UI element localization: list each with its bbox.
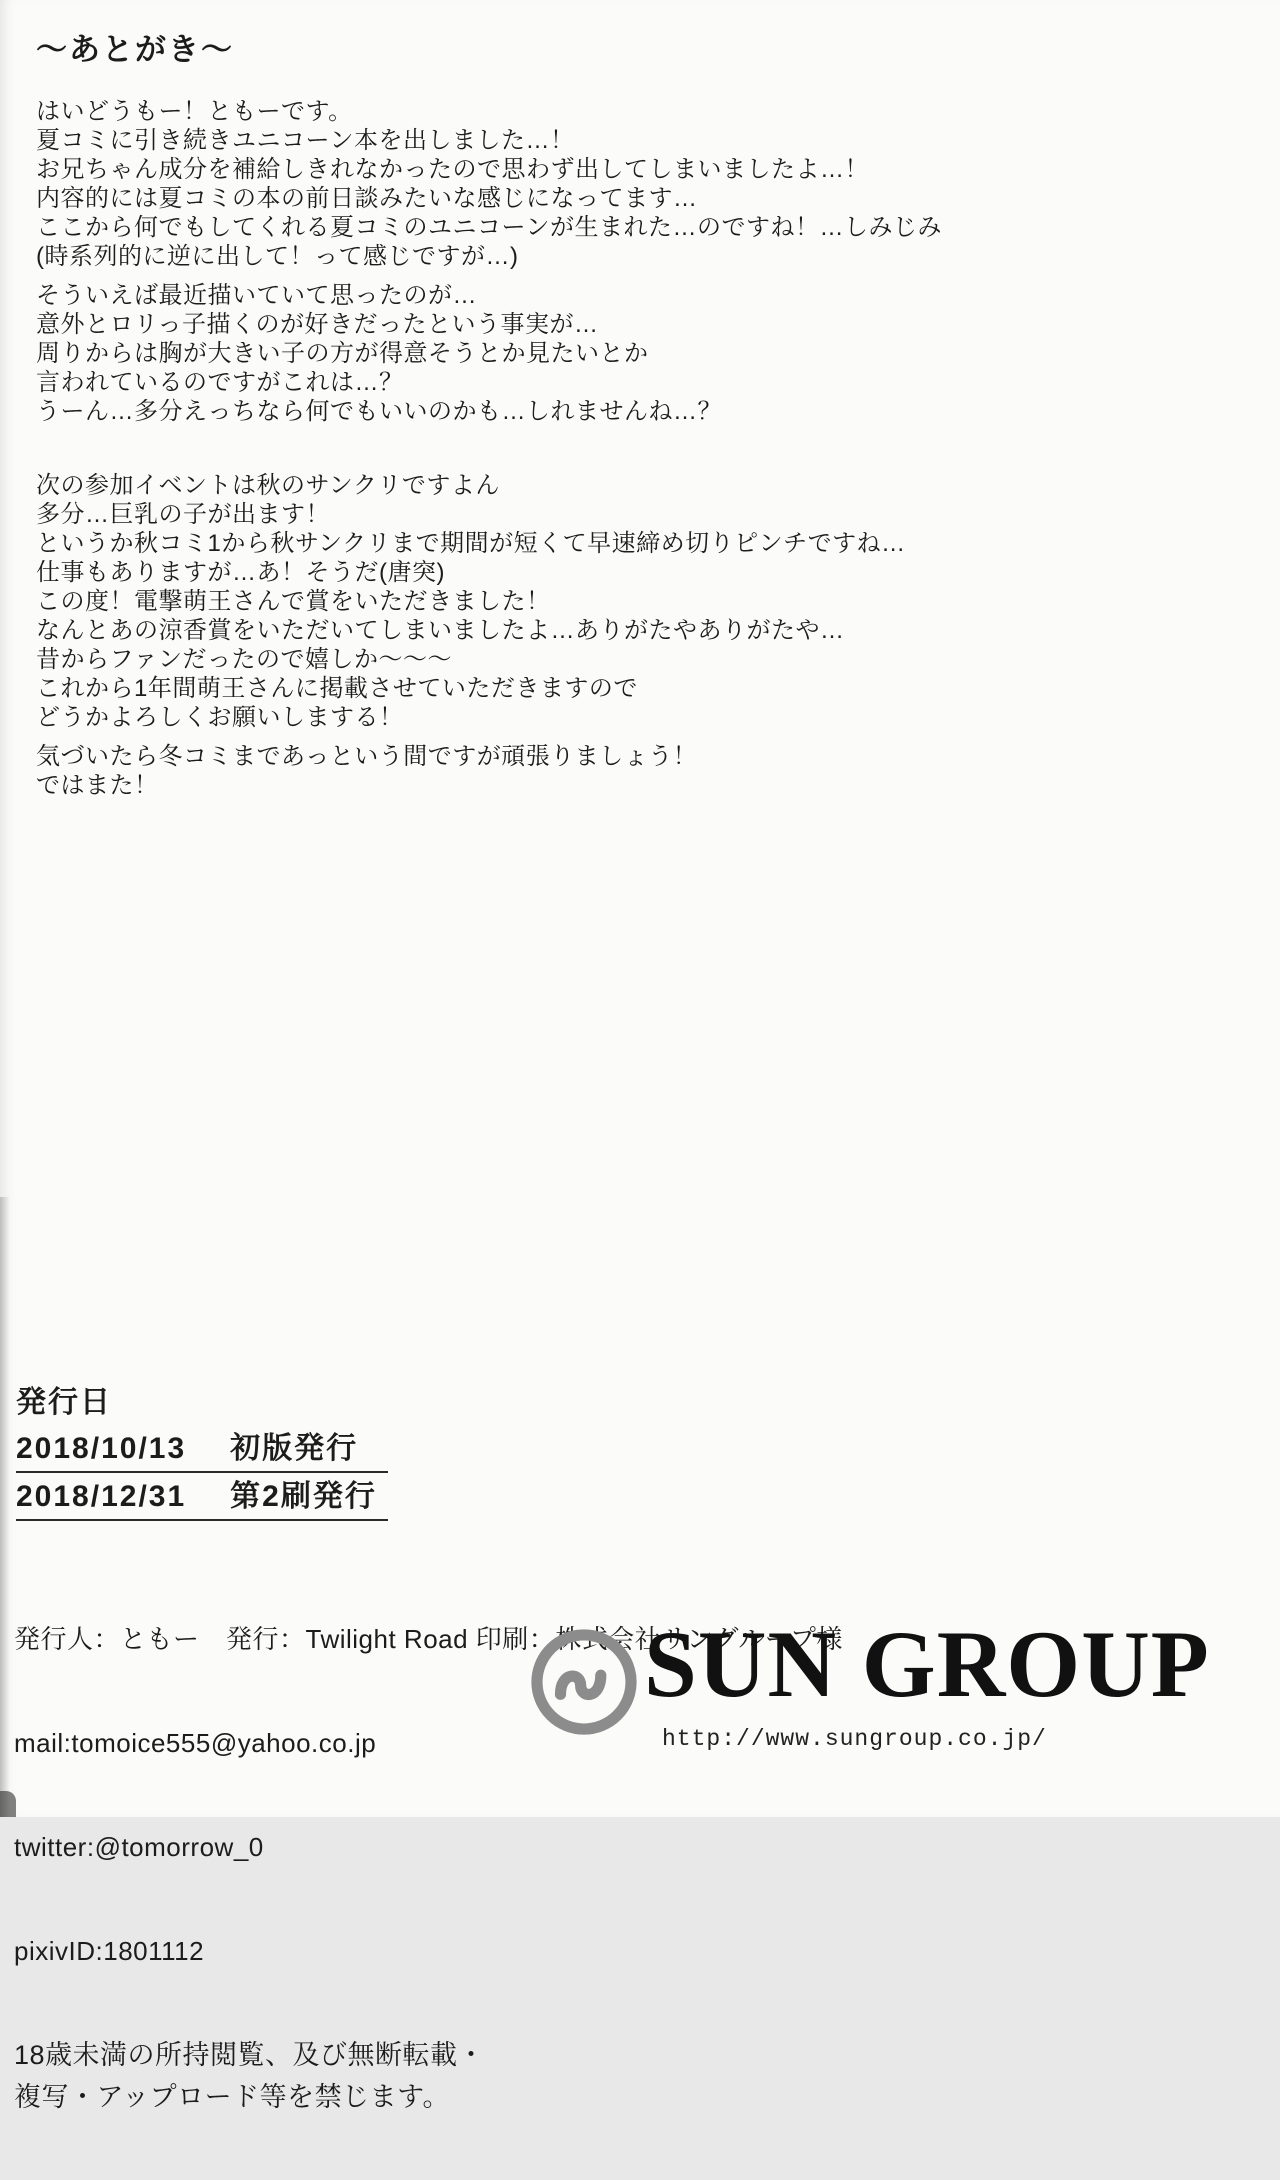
paragraph-intro (36, 97, 942, 271)
text-line: 多分…巨乳の子が出ます！ (36, 501, 330, 528)
text-line: 周りからは胸が大きい子の方が得意そうとか見たいとか (36, 340, 649, 367)
text-line: 複写・アップロード等を禁じます。 (14, 2082, 450, 2112)
age-warning (14, 2034, 843, 2118)
mail-line: mail:tomoice555@yahoo.co.jp (14, 1728, 377, 1758)
text-line: なんとあの涼香賞をいただいてしまいましたよ…ありがたやありがたや… (36, 617, 845, 644)
text-line: 内容的には夏コミの本の前日談みたいな感じになってます… (36, 185, 698, 212)
sun-group-url: http://www.sungroup.co.jp/ (662, 1726, 1047, 1752)
pixiv-line: pixivID:1801112 (14, 1936, 205, 1966)
text-line: 夏コミに引き続きユニコーン本を出しました…！ (36, 127, 575, 154)
first-edition-date: 2018/10/13 (16, 1432, 187, 1465)
text-line: 昔からファンだったので嬉しか～～～ (36, 646, 453, 673)
text-line: 仕事もありますが…あ！そうだ(唐突) (36, 559, 445, 586)
page-title: ～あとがき～ (36, 32, 234, 67)
scan-artifact-edge (0, 1197, 10, 1817)
publication-heading: 発行日 (16, 1386, 112, 1419)
text-line: というか秋コミ1から秋サンクリまで期間が短くて早速締め切りピンチですね… (36, 530, 906, 557)
first-edition-row (16, 1425, 388, 1473)
text-line: 意外とロリっ子描くのが好きだったという事実が… (36, 311, 599, 338)
publication-dates (16, 1381, 388, 1521)
text-line: この度！電撃萌王さんで賞をいただきました！ (36, 588, 551, 615)
first-edition-label: 初版発行 (230, 1432, 359, 1465)
sun-group-block (528, 1611, 1280, 1780)
text-line: ではまた！ (36, 772, 159, 799)
text-line: (時系列的に逆に出して！って感じですが…) (36, 243, 519, 270)
second-printing-date: 2018/12/31 (16, 1480, 187, 1513)
text-line: どうかよろしくお願いしまする！ (36, 704, 404, 731)
second-printing-label: 第2刷発行 (230, 1480, 377, 1513)
paragraph-closing (36, 742, 697, 800)
publisher-line: 発行人：ともー 発行：Twilight Road 印刷：株式会社サングループ様 (14, 1624, 843, 1654)
text-line: うーん…多分えっちなら何でもいいのかも…しれませんね…？ (36, 398, 722, 425)
paragraph-next-event (36, 471, 906, 732)
scan-artifact-corner (0, 1791, 16, 1817)
text-line: 18歳未満の所持閲覧、及び無断転載・ (14, 2040, 486, 2070)
second-printing-row (16, 1473, 388, 1521)
text-line: そういえば最近描いていて思ったのが… (36, 282, 477, 309)
text-line: お兄ちゃん成分を補給しきれなかったので思わず出してしまいましたよ…！ (36, 156, 869, 183)
paragraph-drawing-thoughts (36, 281, 722, 426)
sun-group-wordmark: SUN GROUP (644, 1611, 1210, 1717)
text-line: 言われているのですがこれは…？ (36, 369, 404, 396)
twitter-line: twitter:@tomorrow_0 (14, 1832, 264, 1862)
text-line: 次の参加イベントは秋のサンクリですよん (36, 472, 500, 499)
text-line: はいどうもー！ともーです。 (36, 98, 353, 125)
text-line: ここから何でもしてくれる夏コミのユニコーンが生まれた…のですね！…しみじみ (36, 214, 943, 241)
text-line: 気づいたら冬コミまであっという間ですが頑張りましょう！ (36, 743, 698, 770)
sun-group-logo-icon (528, 1626, 640, 1738)
text-line: これから1年間萌王さんに掲載させていただきますので (36, 675, 638, 702)
